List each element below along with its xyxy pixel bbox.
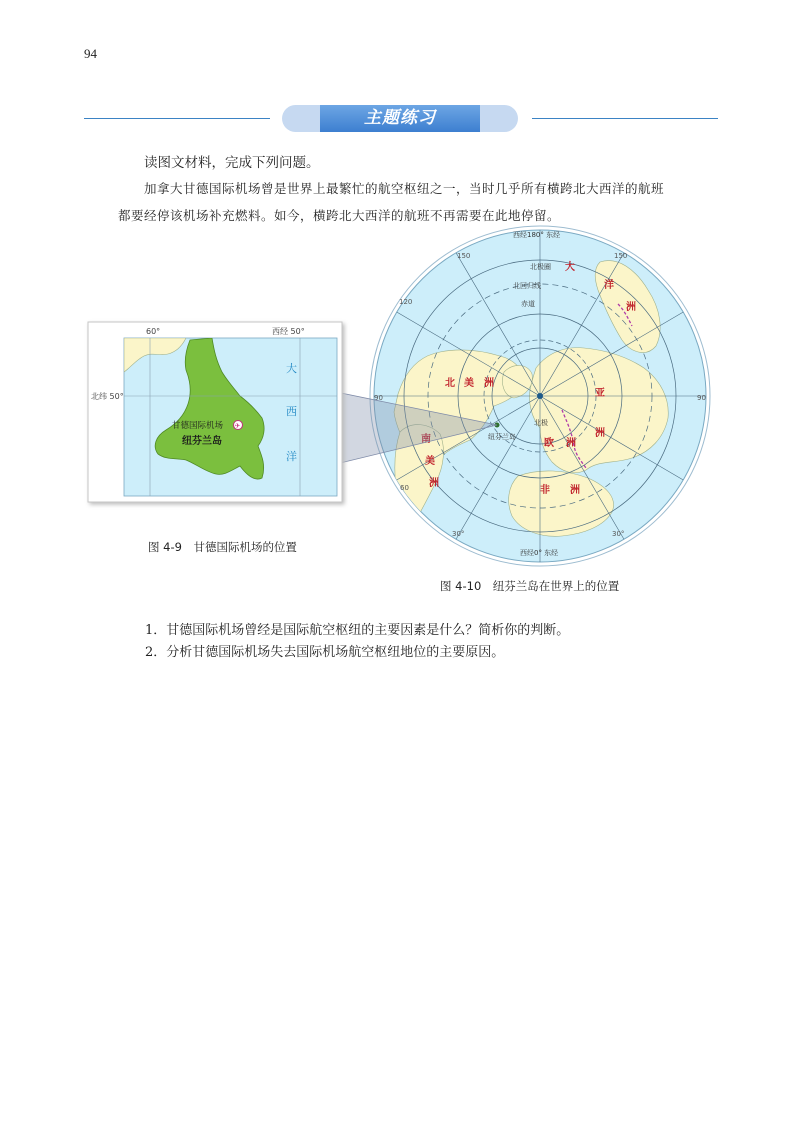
north-pole-marker xyxy=(537,393,543,399)
arctic-circle-label: 北极圈 xyxy=(530,263,551,271)
island-label: 纽芬兰岛 xyxy=(182,436,222,447)
question-2: 2．分析甘德国际机场失去国际机场航空枢纽地位的主要原因。 xyxy=(145,645,505,660)
north-pole-label: 北极 xyxy=(534,419,548,427)
airport-label: 甘德国际机场 xyxy=(172,421,224,431)
top-meridian-label: 西经180° 东经 xyxy=(513,231,561,239)
longitude-30-left: 30° xyxy=(452,530,465,538)
bottom-meridian-label: 西经0° 东经 xyxy=(520,549,559,557)
inset-longitude-60: 60° xyxy=(146,327,161,336)
tropic-of-cancer-label: 北回归线 xyxy=(513,282,541,290)
figure-caption-4-9: 图 4-9 甘德国际机场的位置 xyxy=(148,540,297,554)
label-europe-2: 洲 xyxy=(566,438,576,449)
newfoundland-globe-label: 纽芬兰岛 xyxy=(488,433,516,441)
inset-longitude-west50: 西经 50° xyxy=(272,327,305,336)
question-1: 1．甘德国际机场曾经是国际航空枢纽的主要因素是什么？简析你的判断。 xyxy=(145,623,570,638)
label-north-america-1: 北 xyxy=(445,378,455,389)
label-africa-2: 洲 xyxy=(570,485,580,496)
label-africa-1: 非 xyxy=(540,485,550,496)
ocean-label-1: 大 xyxy=(286,362,297,375)
label-europe-1: 欧 xyxy=(544,438,554,449)
label-south-america-2: 美 xyxy=(425,456,435,467)
instruction-text: 读图文材料，完成下列问题。 xyxy=(144,155,320,171)
label-north-america-2: 美 xyxy=(464,378,474,389)
svg-text:✈: ✈ xyxy=(234,422,241,430)
inset-latitude-north50: 北纬 50° xyxy=(91,392,124,401)
label-oceania-2: 洋 xyxy=(604,280,614,291)
equator-label: 赤道 xyxy=(521,300,535,308)
longitude-120-label: 120 xyxy=(399,298,413,306)
longitude-150-left: 150 xyxy=(457,252,471,260)
longitude-90-right: 90 xyxy=(697,394,706,402)
label-oceania-1: 大 xyxy=(565,262,575,273)
figure-caption-4-10: 图 4-10 纽芬兰岛在世界上的位置 xyxy=(440,579,620,593)
page-number: 94 xyxy=(84,46,97,61)
label-south-america-1: 南 xyxy=(421,434,431,445)
longitude-150-right: 150 xyxy=(614,252,628,260)
newfoundland-inset-map xyxy=(88,322,342,502)
label-north-america-3: 洲 xyxy=(484,378,494,389)
label-oceania-3: 洲 xyxy=(626,302,636,313)
section-title: 主题练习 xyxy=(320,105,480,132)
ocean-label-2: 西 xyxy=(286,405,297,418)
material-paragraph-line-2: 都要经停该机场补充燃料。如今，横跨北大西洋的航班不再需要在此地停留。 xyxy=(118,208,561,223)
longitude-60-label: 60 xyxy=(400,484,409,492)
longitude-30-right: 30° xyxy=(612,530,625,538)
label-south-america-3: 洲 xyxy=(429,478,439,489)
longitude-90-left: 90 xyxy=(374,394,383,402)
label-asia-2: 洲 xyxy=(595,428,605,439)
material-paragraph-line-1: 加拿大甘德国际机场曾是世界上最繁忙的航空枢纽之一，当时几乎所有横跨北大西洋的航班 xyxy=(144,181,665,196)
ocean-label-3: 洋 xyxy=(286,450,297,463)
label-asia-1: 亚 xyxy=(595,388,605,399)
polar-projection-map xyxy=(370,226,710,566)
